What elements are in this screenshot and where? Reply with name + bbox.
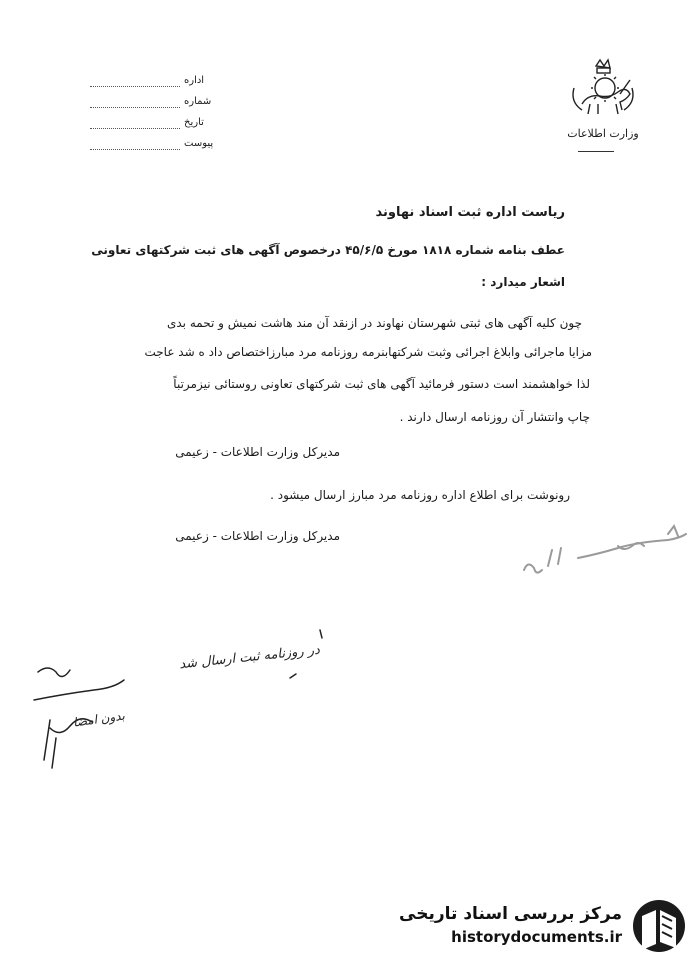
order-line: اشعار میدارد : <box>481 275 565 289</box>
field-dots <box>90 116 180 129</box>
field-label: تاریخ <box>184 117 204 128</box>
ministry-name: وزارت اطلاعات <box>567 127 639 140</box>
field-number <box>90 87 230 108</box>
received-stamp-icon <box>518 520 693 590</box>
field-label: اداره <box>184 75 205 86</box>
signature-line: مدیرکل وزارت اطلاعات - زعیمی <box>175 529 340 543</box>
field-label: پیوست <box>184 138 214 149</box>
cc-line: رونوشت برای اطلاع اداره روزنامه مرد مبارز ارسال میشود . <box>270 488 570 502</box>
body-line: مزایا ماجرائی وابلاغ اجرائی وثبت شرکتهابنرمه روزنامه مرد مبارزاختصاص داد ه شد عاجت <box>144 345 592 359</box>
field-dots <box>90 95 180 108</box>
history-documents-logo-icon <box>628 898 690 954</box>
field-date <box>90 108 230 129</box>
body-line: چاپ وانتشار آن روزنامه ارسال دارند . <box>399 410 590 424</box>
body-line: چون کلیه آگهی های ثبتی شهرستان نهاوند در ازنقد آن مند هاشت نمیش و تحمه بدی <box>166 316 582 330</box>
handwritten-line: در روزنامه ثبت ارسال شد <box>178 642 321 673</box>
field-attachment <box>90 129 230 150</box>
reference-line: عطف بنامه شماره ۱۸۱۸ مورخ ۴۵/۶/۵ درخصوص آگهی های ثبت شرکتهای تعاونی <box>91 243 565 257</box>
field-office <box>90 66 230 87</box>
header-fields <box>90 66 230 150</box>
watermark-title: مرکز بررسی اسناد تاریخی <box>399 904 622 924</box>
watermark-url: historydocuments.ir <box>451 928 622 946</box>
lion-and-sun-emblem-icon <box>568 58 638 118</box>
field-label: شماره <box>184 96 212 107</box>
field-dots <box>90 74 180 87</box>
handwritten-line: بدون امضا <box>72 708 126 730</box>
signature-line: مدیرکل وزارت اطلاعات - زعیمی <box>175 445 340 459</box>
ministry-underline <box>578 151 614 152</box>
body-line: لذا خواهشمند است دستور فرمائید آگهی های ثبت شرکتهای تعاونی روستائی نیزمرتباً <box>173 377 590 391</box>
field-dots <box>90 137 180 150</box>
addressee: ریاست اداره ثبت اسناد نهاوند <box>375 205 565 220</box>
